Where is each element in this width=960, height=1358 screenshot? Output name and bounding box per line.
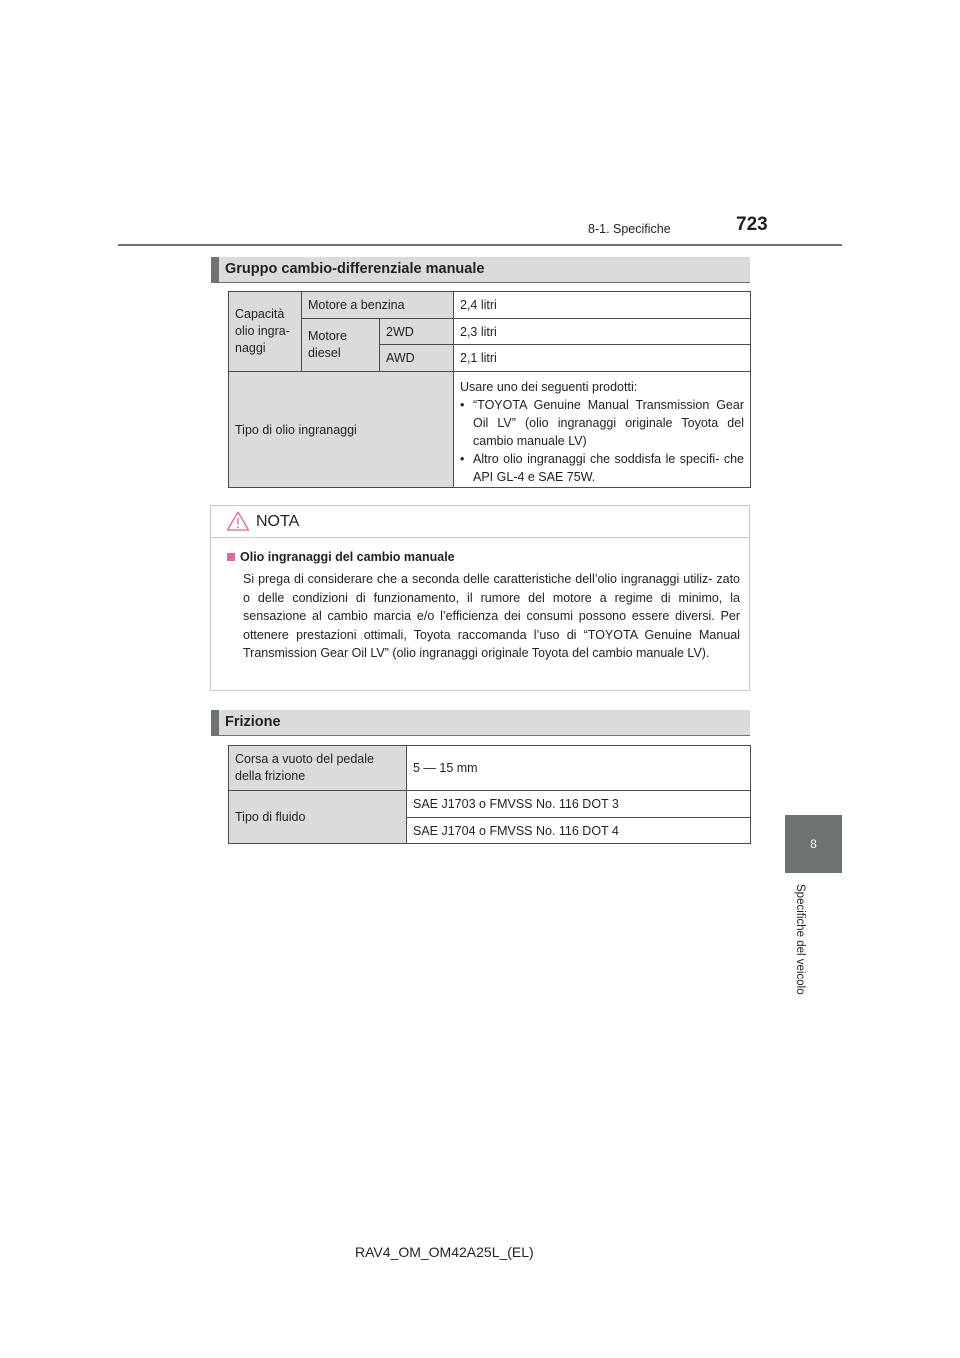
footer-model-code: RAV4_OM_OM42A25L_(EL) [355,1244,534,1260]
table-row [229,372,751,488]
oil-type-intro: Usare uno dei seguenti prodotti: [460,380,638,394]
section-reference: 8-1. Specifiche [588,222,671,236]
page-number: 723 [736,214,768,235]
pedal-free-play-label: Corsa a vuoto del pedale della frizione [229,746,407,791]
clutch-heading-title: Frizione [225,714,281,730]
nota-box [210,505,750,691]
oil-type-item: • Altro olio ingranaggi che soddisfa le specifi- che API GL-4 e SAE 75W. [460,452,744,484]
clutch-section-heading [211,710,750,736]
square-bullet-icon [227,553,235,561]
nota-item-title: Olio ingranaggi del cambio manuale [240,550,455,564]
gearbox-heading-title: Gruppo cambio-differenziale manuale [225,261,485,277]
nota-title: NOTA [256,513,300,530]
oil-type-value [454,372,751,488]
oil-type-item-text: “TOYOTA Genuine Manual Transmission Gear Oil LV” (olio ingranaggi originale Toyota del cambio manuale LV) [473,398,744,448]
nota-body-text: Si prega di considerare che a seconda delle caratteristiche dell’olio ingranaggi utiliz- zato o delle condizioni di funzionamento, il rumore del motore a regime di minimo, la sensazione al cambio marcia e/o l’efficienza dei consumi possono essere diversi. Per ottenere prestazioni ottimali, Toyota raccomanda l’uso di “TOYOTA Genuine Manual Transmission Gear Oil LV” (olio ingranaggi originale Toyota del cambio manuale LV). [243,572,740,661]
nota-header [211,506,749,538]
capacity-label: Capacità olio ingra- naggi [229,292,302,372]
warning-triangle-icon [226,510,250,532]
diesel-awd-label: AWD [380,345,454,372]
petrol-engine-label: Motore a benzina [302,292,454,319]
clutch-spec-table [228,745,751,844]
diesel-2wd-label: 2WD [380,319,454,345]
table-row [229,292,751,319]
fluid-type-value: SAE J1703 o FMVSS No. 116 DOT 3 [407,791,751,818]
diesel-2wd-value: 2,3 litri [454,319,751,345]
chapter-tab: 8 [785,815,842,873]
diesel-engine-label: Motore diesel [302,319,380,372]
nota-item-heading [227,550,455,564]
heading-accent-bar [211,710,219,735]
pedal-free-play-value: 5 — 15 mm [407,746,751,791]
oil-type-item-text: Altro olio ingranaggi che soddisfa le specifi- che API GL-4 e SAE 75W. [473,452,744,484]
heading-accent-bar [211,257,219,282]
fluid-type-value: SAE J1704 o FMVSS No. 116 DOT 4 [407,818,751,844]
oil-type-item: • “TOYOTA Genuine Manual Transmission Gear Oil LV” (olio ingranaggi originale Toyota del cambio manuale LV) [460,398,744,448]
header-divider [118,244,842,246]
gearbox-spec-table [228,291,751,488]
petrol-capacity-value: 2,4 litri [454,292,751,319]
oil-type-label: Tipo di olio ingranaggi [229,372,454,488]
fluid-type-label: Tipo di fluido [229,791,407,844]
chapter-title: Specifiche del veicolo [794,884,806,995]
gearbox-section-heading [211,257,750,283]
table-row [229,319,751,345]
table-row [229,746,751,791]
table-row [229,791,751,818]
diesel-awd-value: 2,1 litri [454,345,751,372]
